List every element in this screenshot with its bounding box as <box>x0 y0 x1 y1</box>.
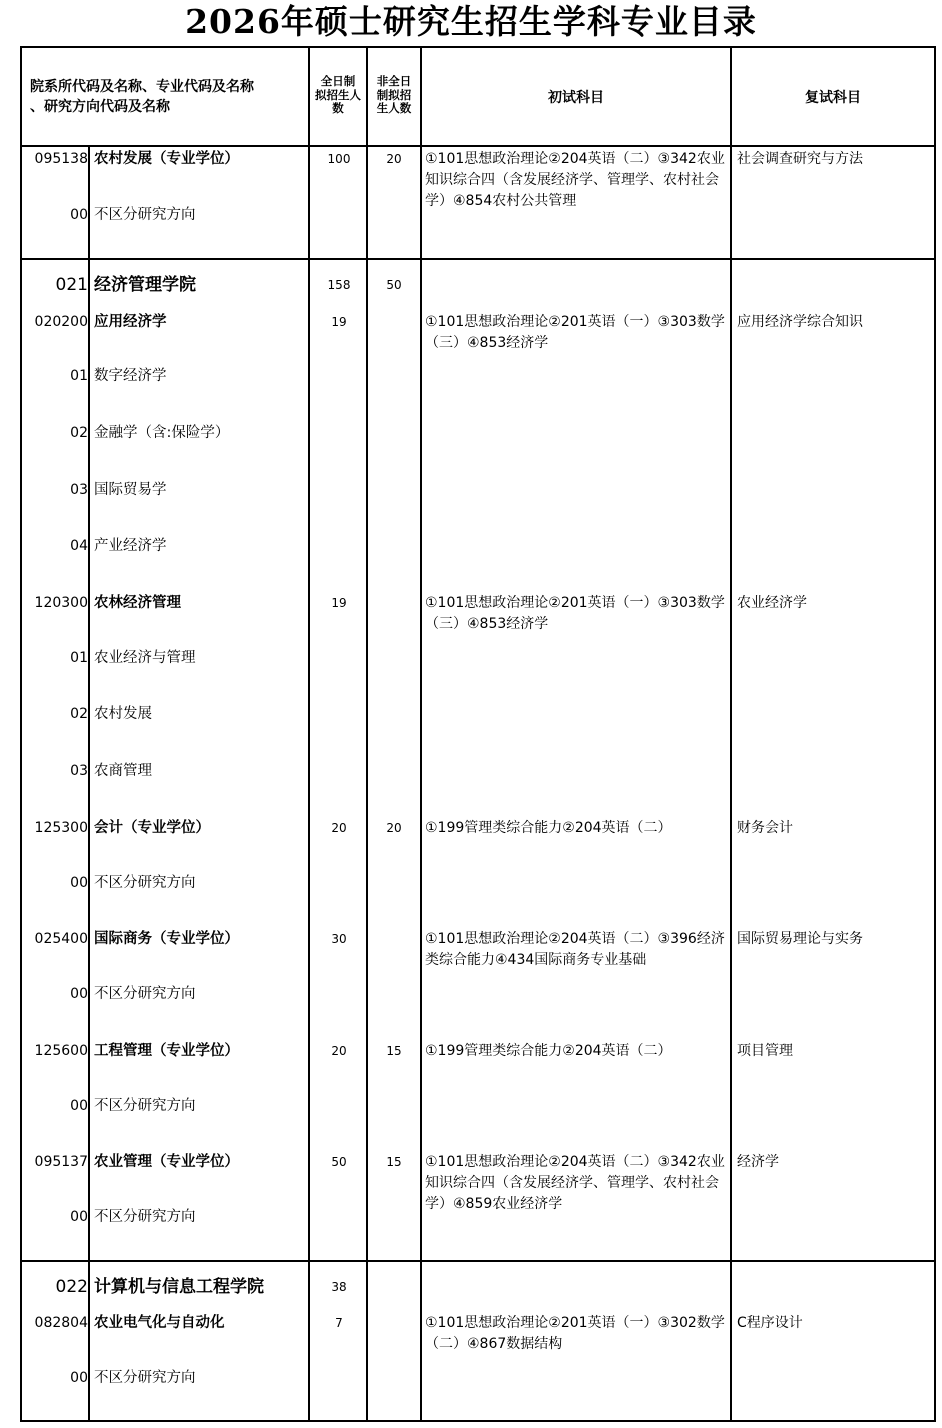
exam-subjects: ①101思想政治理论②201英语（一）③302数学（二）④867数据结构 <box>425 1315 725 1352</box>
header-col-parttime-line: 制拟招 <box>376 87 412 102</box>
exam-subjects: ①101思想政治理论②204英语（二）③342农业知识综合四（含发展经济学、管理学、农村社会学）④854农村公共管理 <box>425 151 725 209</box>
retest-subject: 经济学 <box>737 1154 779 1170</box>
header-col-parttime <box>368 75 420 116</box>
department-name: 经济管理学院 <box>94 275 196 295</box>
header-col-subjects: 初试科目 <box>548 90 604 106</box>
direction-code: 00 <box>70 207 88 223</box>
direction-name: 不区分研究方向 <box>94 875 196 891</box>
exam-subjects: ①101思想政治理论②204英语（二）③342农业知识综合四（含发展经济学、管理学、农村社会学）④859农业经济学 <box>425 1154 725 1212</box>
page-title: 2026年硕士研究生招生学科专业目录 <box>185 2 757 41</box>
direction-code: 04 <box>70 538 88 554</box>
fulltime-count: 20 <box>331 821 347 835</box>
exam-subjects: ①101思想政治理论②201英语（一）③303数学（三）④853经济学 <box>425 314 725 351</box>
fulltime-count: 38 <box>331 1280 347 1294</box>
header-col-parttime-line: 非全日 <box>376 74 412 88</box>
direction-code: 01 <box>70 368 88 384</box>
major-code: 025400 <box>34 931 88 947</box>
major-name: 应用经济学 <box>94 314 167 330</box>
direction-name: 不区分研究方向 <box>94 986 196 1002</box>
retest-subject: 项目管理 <box>737 1043 793 1059</box>
retest-subject: 农业经济学 <box>737 595 807 611</box>
major-name: 农村发展（专业学位） <box>94 151 239 167</box>
exam-subjects: ①101思想政治理论②204英语（二）③396经济类综合能力④434国际商务专业基础 <box>425 931 725 968</box>
direction-code: 00 <box>70 875 88 891</box>
parttime-count: 20 <box>386 152 402 166</box>
major-code: 095138 <box>34 151 88 167</box>
table-border-bottom <box>20 1420 936 1422</box>
parttime-count: 15 <box>386 1044 402 1058</box>
direction-name: 农商管理 <box>94 763 152 779</box>
header-col-program-line2: 、研究方向代码及名称 <box>30 99 170 115</box>
direction-name: 产业经济学 <box>94 538 167 554</box>
direction-code: 00 <box>70 1209 88 1225</box>
department-name: 计算机与信息工程学院 <box>94 1277 264 1297</box>
header-col-fulltime-line: 全日制 <box>320 74 356 88</box>
direction-code: 03 <box>70 763 88 779</box>
direction-code: 01 <box>70 650 88 666</box>
department-code: 022 <box>55 1277 88 1297</box>
major-code: 020200 <box>34 314 88 330</box>
major-name: 农林经济管理 <box>94 595 181 611</box>
fulltime-count: 20 <box>331 1044 347 1058</box>
direction-name: 国际贸易学 <box>94 482 167 498</box>
parttime-count: 15 <box>386 1155 402 1169</box>
major-name: 农业管理（专业学位） <box>94 1154 239 1170</box>
retest-subject: 应用经济学综合知识 <box>737 314 863 330</box>
exam-subjects: ①199管理类综合能力②204英语（二） <box>425 820 672 836</box>
direction-code: 00 <box>70 1370 88 1386</box>
section-divider-1 <box>20 258 936 260</box>
major-name: 会计（专业学位） <box>94 820 210 836</box>
fulltime-count: 19 <box>331 315 347 329</box>
exam-subjects: ①101思想政治理论②201英语（一）③303数学（三）④853经济学 <box>425 595 725 632</box>
major-code: 125300 <box>34 820 88 836</box>
direction-code: 02 <box>70 706 88 722</box>
retest-subject: 社会调查研究与方法 <box>737 151 863 167</box>
direction-code: 00 <box>70 986 88 1002</box>
direction-code: 00 <box>70 1098 88 1114</box>
table-border-top <box>20 46 936 48</box>
major-name: 农业电气化与自动化 <box>94 1315 225 1331</box>
direction-name: 不区分研究方向 <box>94 1098 196 1114</box>
header-bottom-line <box>20 145 936 147</box>
direction-name: 金融学（含:保险学） <box>94 425 230 441</box>
retest-subject: C程序设计 <box>737 1315 803 1331</box>
header-col-fulltime <box>310 75 366 116</box>
fulltime-count: 7 <box>335 1316 343 1330</box>
parttime-count: 20 <box>386 821 402 835</box>
col-divider-4 <box>730 46 732 1422</box>
direction-name: 农业经济与管理 <box>94 650 196 666</box>
header-col-fulltime-line: 拟招生人 <box>315 87 361 102</box>
direction-name: 数字经济学 <box>94 368 167 384</box>
fulltime-count: 50 <box>331 1155 347 1169</box>
col-divider-3 <box>420 46 422 1422</box>
header-col-parttime-line: 生人数 <box>376 101 412 115</box>
major-name: 国际商务（专业学位） <box>94 931 239 947</box>
col-divider-code <box>88 146 90 1422</box>
col-divider-2 <box>366 46 368 1422</box>
fulltime-count: 30 <box>331 932 347 946</box>
major-name: 工程管理（专业学位） <box>94 1043 239 1059</box>
header-col-retest: 复试科目 <box>805 90 861 106</box>
direction-code: 03 <box>70 482 88 498</box>
retest-subject: 财务会计 <box>737 820 793 836</box>
major-code: 125600 <box>34 1043 88 1059</box>
fulltime-count: 100 <box>327 152 351 166</box>
table-border-right <box>934 46 936 1422</box>
fulltime-count: 158 <box>327 278 351 292</box>
parttime-count: 50 <box>386 278 402 292</box>
header-col-fulltime-line: 数 <box>332 101 344 115</box>
direction-name: 农村发展 <box>94 706 152 722</box>
section-divider-2 <box>20 1260 936 1262</box>
col-divider-1 <box>308 46 310 1422</box>
header-col-program-line1: 院系所代码及名称、专业代码及名称 <box>30 79 254 95</box>
exam-subjects: ①199管理类综合能力②204英语（二） <box>425 1043 672 1059</box>
header-col-program <box>30 77 306 117</box>
major-code: 120300 <box>34 595 88 611</box>
retest-subject: 国际贸易理论与实务 <box>737 931 863 947</box>
direction-code: 02 <box>70 425 88 441</box>
fulltime-count: 19 <box>331 596 347 610</box>
direction-name: 不区分研究方向 <box>94 1370 196 1386</box>
direction-name: 不区分研究方向 <box>94 1209 196 1225</box>
department-code: 021 <box>55 275 88 295</box>
major-code: 095137 <box>34 1154 88 1170</box>
direction-name: 不区分研究方向 <box>94 207 196 223</box>
major-code: 082804 <box>34 1315 88 1331</box>
